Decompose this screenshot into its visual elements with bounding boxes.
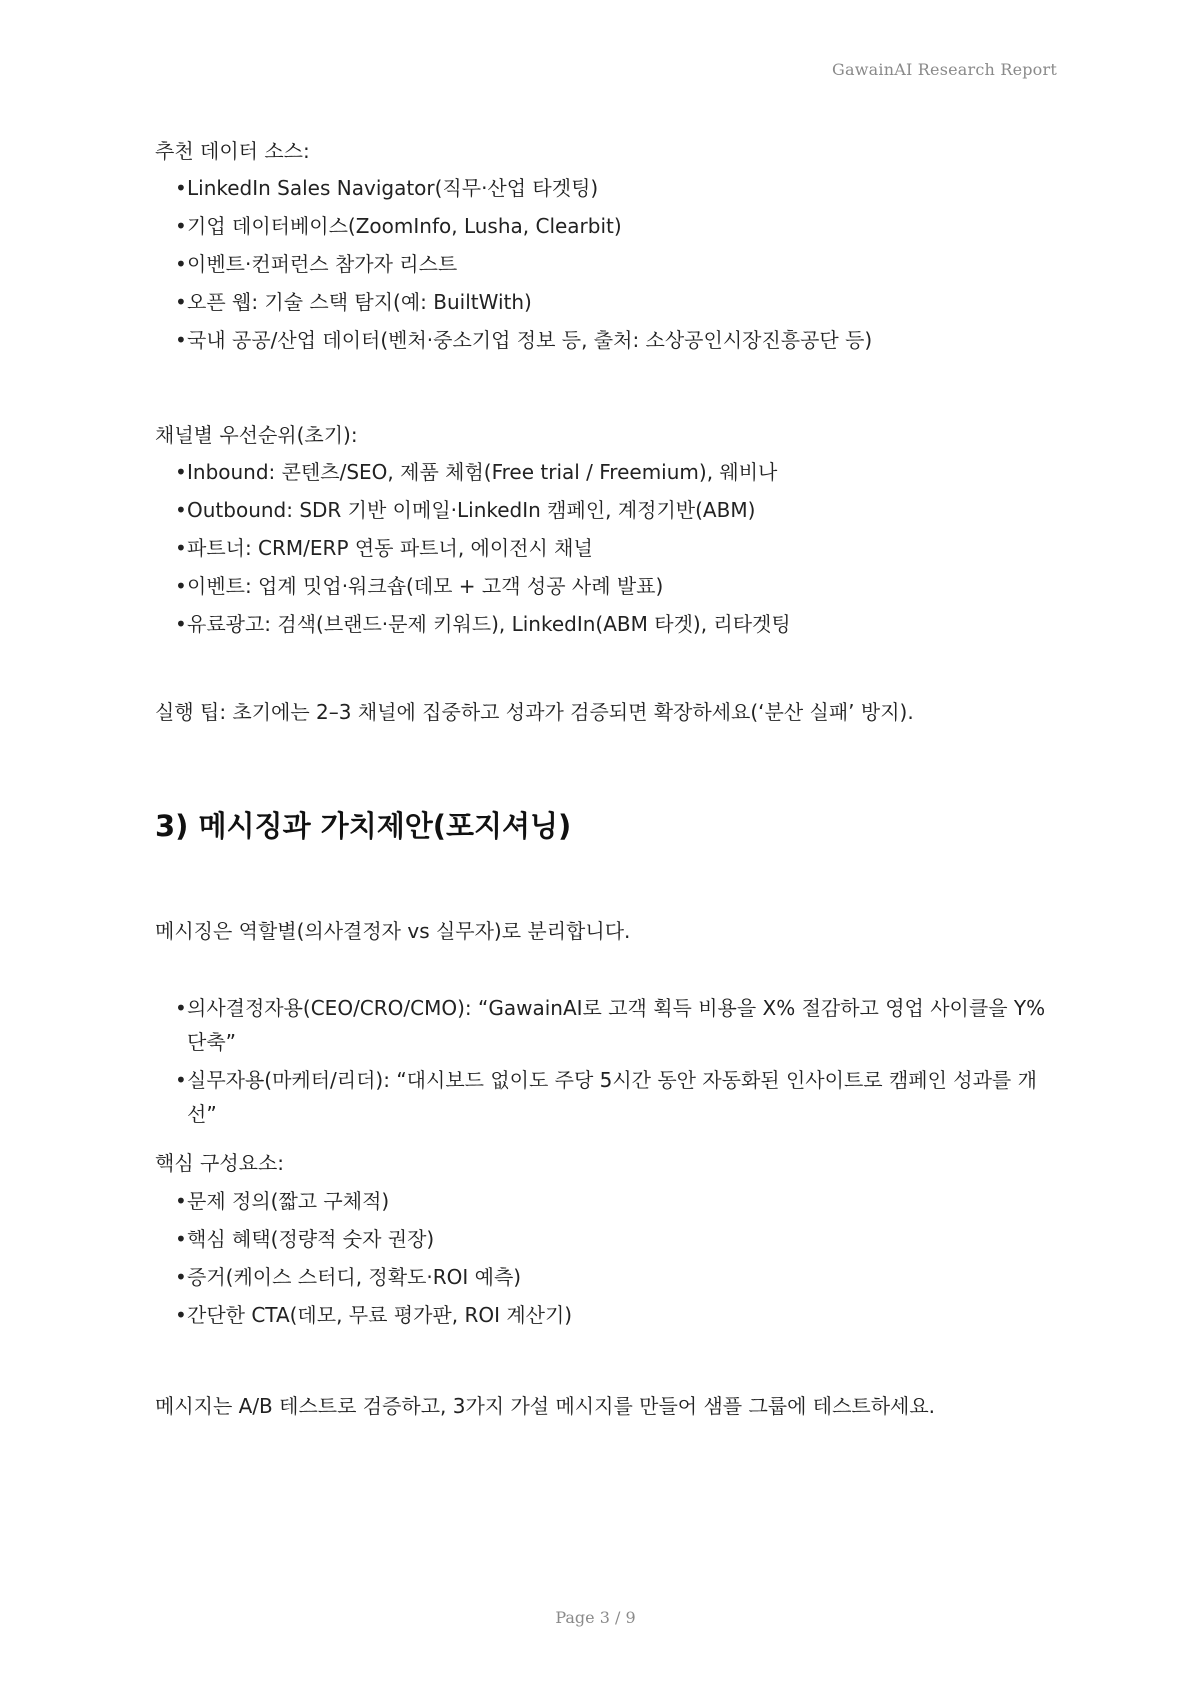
page-number: Page 3 / 9 [555, 1608, 636, 1627]
list-item: • LinkedIn Sales Navigator(직무·산업 타겟팅) [175, 169, 872, 207]
list-item: • 기업 데이터베이스(ZoomInfo, Lusha, Clearbit) [175, 207, 872, 245]
data-sources-list [175, 169, 872, 359]
list-item: • 증거(케이스 스터디, 정확도·ROI 예측) [175, 1258, 572, 1296]
list-item: • 이벤트·컨퍼런스 참가자 리스트 [175, 245, 872, 283]
list-item: • 실무자용(마케터/리더): “대시보드 없이도 주당 5시간 동안 자동화된 인사이트로 캠페인 성과를 개선” [175, 1063, 1047, 1131]
list-item: • 핵심 혜택(정량적 숫자 권장) [175, 1220, 572, 1258]
list-item: • 파트너: CRM/ERP 연동 파트너, 에이전시 채널 [175, 529, 791, 567]
section-heading: 3) 메시징과 가치제안(포지셔닝) [155, 809, 572, 843]
list-item: • Outbound: SDR 기반 이메일·LinkedIn 캠페인, 계정기반(ABM) [175, 491, 791, 529]
list-item: • 이벤트: 업계 밋업·워크숍(데모 + 고객 성공 사례 발표) [175, 567, 791, 605]
channels-list [175, 453, 791, 643]
running-header: GawainAI Research Report [832, 60, 1057, 79]
data-sources-label: 추천 데이터 소스: [155, 139, 310, 163]
execution-tip: 실행 팁: 초기에는 2–3 채널에 집중하고 성과가 검증되면 확장하세요(‘분산 실패’ 방지). [155, 700, 914, 724]
list-item: • 간단한 CTA(데모, 무료 평가판, ROI 계산기) [175, 1296, 572, 1334]
role-messaging-list [175, 991, 1047, 1131]
list-item: • 오픈 웹: 기술 스택 탐지(예: BuiltWith) [175, 283, 872, 321]
list-item: • 유료광고: 검색(브랜드·문제 키워드), LinkedIn(ABM 타겟), 리타겟팅 [175, 605, 791, 643]
list-item: • 의사결정자용(CEO/CRO/CMO): “GawainAI로 고객 획득 비용을 X% 절감하고 영업 사이클을 Y% 단축” [175, 991, 1047, 1059]
list-item: • 문제 정의(짧고 구체적) [175, 1182, 572, 1220]
closing-note: 메시지는 A/B 테스트로 검증하고, 3가지 가설 메시지를 만들어 샘플 그룹에 테스트하세요. [155, 1394, 936, 1418]
list-item: • 국내 공공/산업 데이터(벤처·중소기업 정보 등, 출처: 소상공인시장진흥공단 등) [175, 321, 872, 359]
components-label: 핵심 구성요소: [155, 1151, 285, 1175]
components-list [175, 1182, 572, 1334]
list-item: • Inbound: 콘텐츠/SEO, 제품 체험(Free trial / Freemium), 웨비나 [175, 453, 791, 491]
messaging-intro: 메시징은 역할별(의사결정자 vs 실무자)로 분리합니다. [155, 919, 631, 943]
channels-label: 채널별 우선순위(초기): [155, 423, 358, 447]
